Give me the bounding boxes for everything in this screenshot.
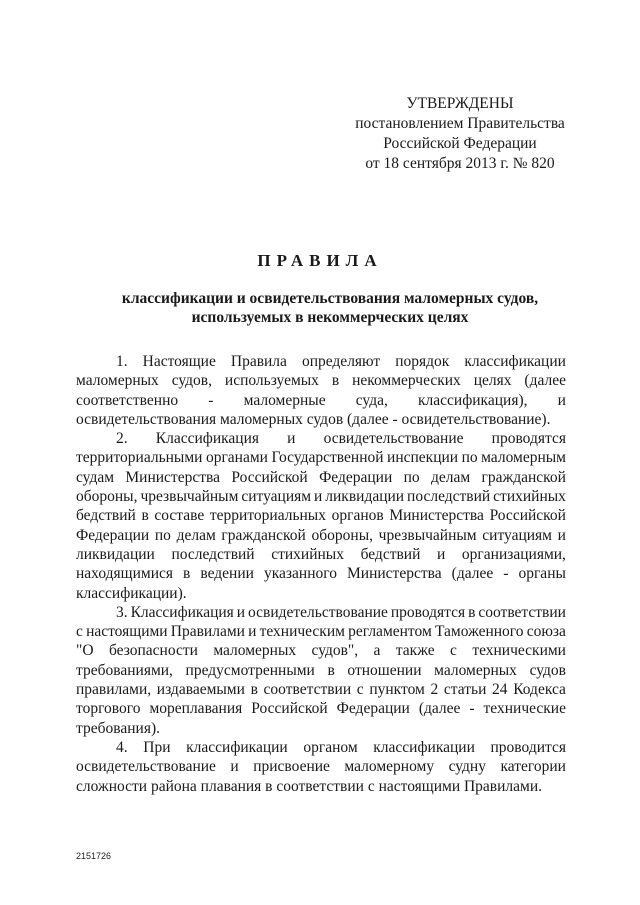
document-title: ПРАВИЛА xyxy=(257,251,383,270)
approval-line: постановлением Правительства xyxy=(355,115,565,132)
paragraph-line: классификации). xyxy=(76,584,187,602)
subtitle-line: используемых в некоммерческих целях xyxy=(191,309,469,326)
paragraph-line: торгового мореплавания Российской Федерации (далее - технические xyxy=(76,700,566,718)
paragraph-line: 4. При классификации органом классификации проводится xyxy=(116,738,566,756)
paragraph-line: ликвидации последствий стихийных бедствий и организациями, xyxy=(76,545,566,563)
paragraph-line: с настоящими Правилами и техническим регламентом Таможенного союза xyxy=(76,623,566,641)
paragraph-line: сложности района плавания в соответствии с настоящими Правилами. xyxy=(76,777,543,795)
paragraph-line: бедствий в составе территориальных органов Министерства Российской xyxy=(76,507,566,525)
paragraph-line: соответственно - маломерные суда, классификация), и xyxy=(76,391,566,409)
paragraph-line: судам Министерства Российской Федерации по делам гражданской xyxy=(76,468,566,486)
paragraph-line: 2. Классификация и освидетельствование проводятся xyxy=(116,430,566,448)
paragraph-line: Федерации по делам гражданской обороны, чрезвычайным ситуациям и xyxy=(76,526,566,544)
paragraph-line: "О безопасности маломерных судов", а также с техническими xyxy=(76,642,566,660)
document-body xyxy=(76,352,566,796)
document-code: 2151726 xyxy=(76,851,112,861)
document-subtitle xyxy=(60,289,600,327)
approval-line: Российской Федерации xyxy=(383,135,537,152)
paragraph-line: находящимися в ведении указанного Министерства (далее - органы xyxy=(76,565,566,583)
paragraph-line: правилами, издаваемыми в соответствии с пунктом 2 статьи 24 Кодекса xyxy=(76,681,566,699)
paragraph-line: 1. Настоящие Правила определяют порядок классификации xyxy=(116,353,566,370)
paragraph-line: требования). xyxy=(76,719,160,737)
paragraph-line: требованиями, предусмотренными в отношении маломерных судов xyxy=(76,661,566,679)
paragraph-line: территориальными органами Государственной инспекции по маломерным xyxy=(76,449,566,467)
approval-stamp xyxy=(340,94,580,174)
subtitle-line: классификации и освидетельствования маломерных судов, xyxy=(121,290,539,307)
paragraph-line: маломерных судов, используемых в некоммерческих целях (далее xyxy=(76,372,566,390)
paragraph-line: освидетельствования маломерных судов (далее - освидетельствование). xyxy=(76,410,551,428)
paragraph-line: освидетельствование и присвоение маломерному судну категории xyxy=(76,758,566,776)
approval-heading: УТВЕРЖДЕНЫ xyxy=(406,95,514,112)
paragraph-line: 3. Классификация и освидетельствование проводятся в соответствии xyxy=(116,603,566,621)
approval-date: от 18 сентября 2013 г. № 820 xyxy=(365,155,555,172)
paragraph-line: обороны, чрезвычайным ситуациям и ликвидации последствий стихийных xyxy=(76,488,566,506)
